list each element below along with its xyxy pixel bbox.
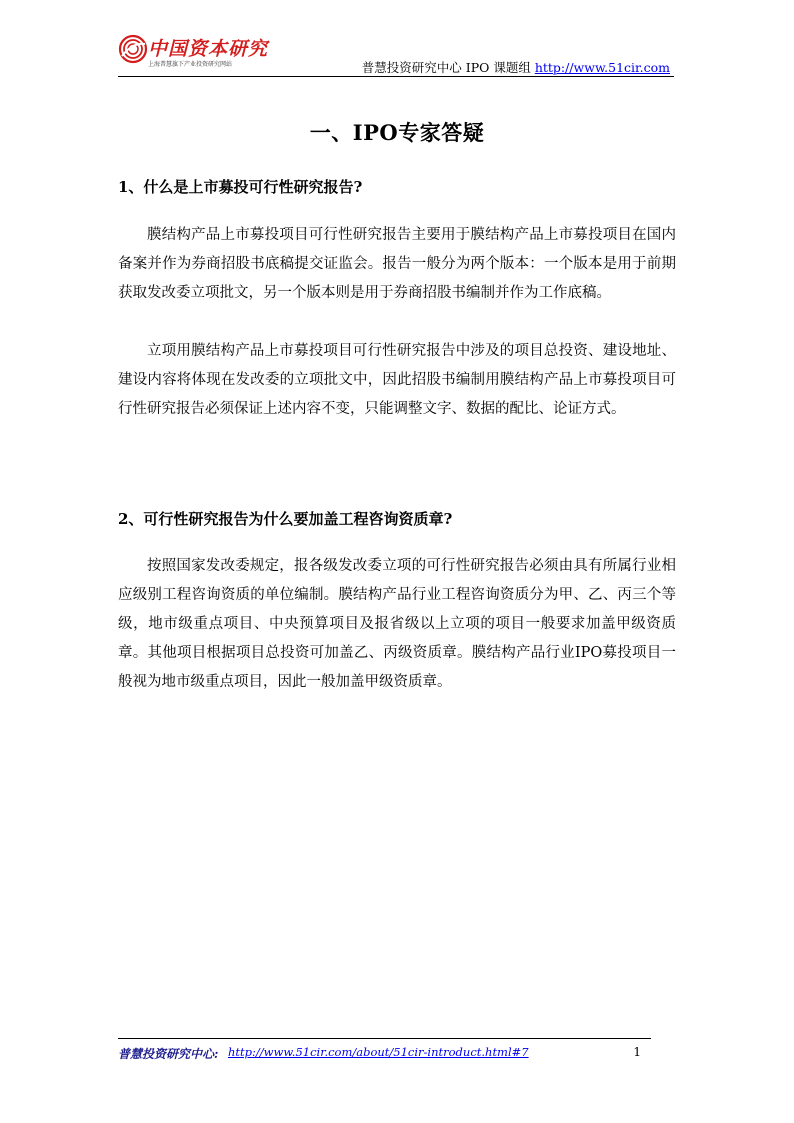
page-number: 1 [633,1045,641,1059]
section-heading-1: 1、什么是上市募投可行性研究报告? [118,178,363,196]
footer-link[interactable]: http://www.51cir.com/about/51cir-introduct.html#7 [228,1045,529,1059]
page-footer [118,1038,651,1069]
logo [118,32,278,72]
section-heading-2: 2、可行性研究报告为什么要加盖工程咨询资质章? [118,510,453,528]
section-1-paragraph-1: 膜结构产品上市募投项目可行性研究报告主要用于膜结构产品上市募投项目在国内备案并作为券商招股书底稿提交证监会。报告一般分为两个版本：一个版本是用于前期获取发改委立项批文，另一个版本则是用于券商招股书编制并作为工作底稿。 [118,227,676,301]
page-title: 一、IPO专家答疑 [309,120,485,145]
section-2-paragraph-1: 按照国家发改委规定，报各级发改委立项的可行性研究报告必须由具有所属行业相应级别工程咨询资质的单位编制。膜结构产品行业工程咨询资质分为甲、乙、丙三个等级，地市级重点项目、中央预算项目及报省级以上立项的项目一般要求加盖甲级资质章。其他项目根据项目总投资可加盖乙、丙级资质章。膜结构产品行业IPO募投项目一般视为地市级重点项目，因此一般加盖甲级资质章。 [118,558,676,690]
footer-label: 普慧投资研究中心: [118,1047,219,1061]
logo-subtitle: 上海普慧旗下产业投资研究网站 [148,61,233,68]
logo-title: 中国资本研究 [148,38,269,60]
header-center-text: 普慧投资研究中心 IPO 课题组 [361,60,531,75]
header-info [362,58,670,76]
page-header [118,30,674,77]
logo-swirl-icon [118,34,148,64]
header-website-link[interactable]: http://www.51cir.com [534,60,670,75]
section-1-paragraph-2: 立项用膜结构产品上市募投项目可行性研究报告中涉及的项目总投资、建设地址、建设内容将体现在发改委的立项批文中，因此招股书编制用膜结构产品上市募投项目可行性研究报告必须保证上述内容不变，只能调整文字、数据的配比、论证方式。 [118,343,676,417]
